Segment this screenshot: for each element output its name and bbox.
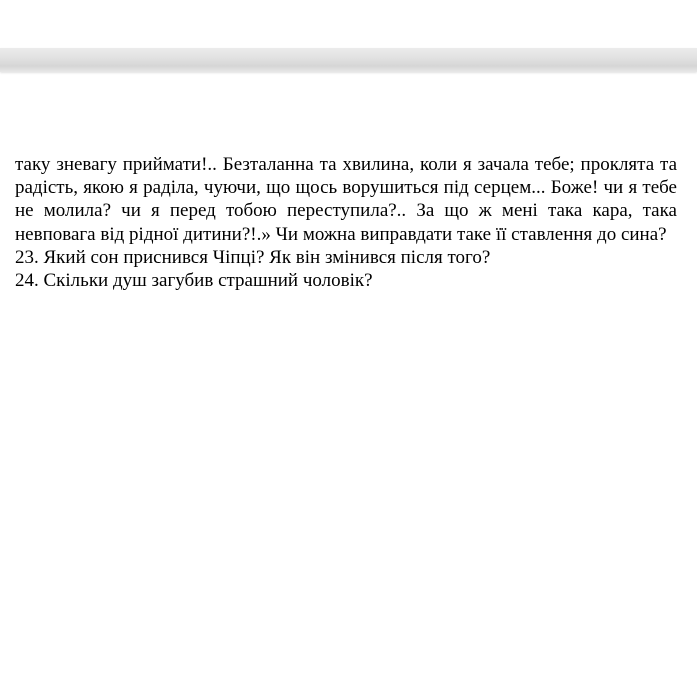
- top-toolbar-strip: [0, 48, 697, 72]
- document-text: [15, 153, 677, 292]
- question-23: 23. Який сон приснився Чіпці? Як він змінився після того?: [15, 246, 491, 268]
- question-24: 24. Скільки душ загубив страшний чоловік?: [15, 270, 373, 292]
- text-paragraph: таку зневагу приймати!.. Безталанна та хвилина, коли я зачала тебе; проклята та радість, якою я раділа, чуючи, що щось ворушиться під серцем... Боже! чи я тебе не молила? чи я перед тобою переступила?.. За що ж мені така кара, така невповага від рідної дитини?!.» Чи можна виправдати таке її ставлення до сина?: [15, 154, 677, 245]
